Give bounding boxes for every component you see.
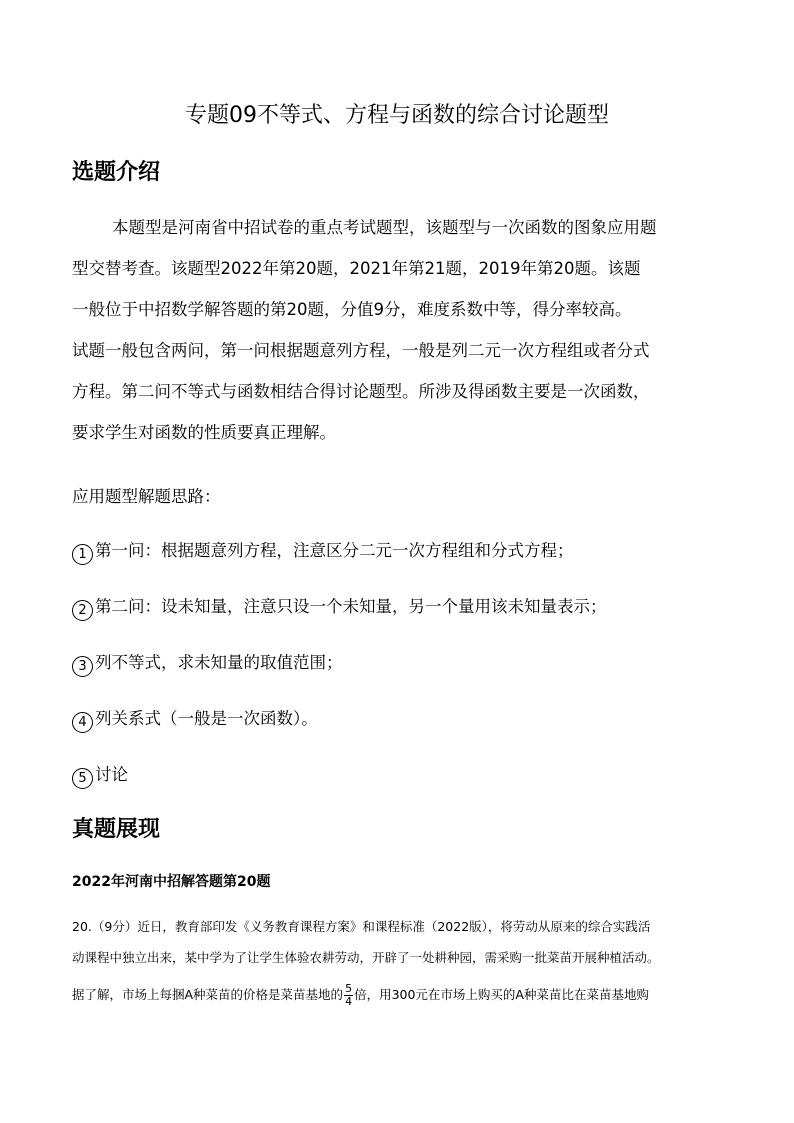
question-line: 动课程中独立出来，某中学为了让学生体验农耕劳动，开辟了一处耕种园，需采购一批菜苗开展种植活动。: [72, 950, 660, 965]
step-number-circle: 3: [72, 656, 93, 677]
paragraph-line: 方程。第二问不等式与函数相结合得讨论题型。所涉及得函数主要是一次函数，: [72, 382, 650, 401]
paragraph-line: 型交替考查。该题型2022年第20题，2021年第21题，2019年第20题。该题: [72, 259, 641, 278]
step-number-circle: 5: [72, 768, 93, 789]
step-item: [72, 593, 607, 621]
question-line: 20.（9分）近日，教育部印发《义务教育课程方案》和课程标准（2022版），将劳动从原来的综合实践活: [72, 919, 651, 934]
question-text: 据了解，市场上每捆A种菜苗的价格是菜苗基地的: [72, 987, 344, 1002]
question-source-heading: 2022年河南中招解答题第20题: [72, 874, 271, 890]
paragraph-line: 要求学生对函数的性质要真正理解。: [72, 423, 336, 442]
step-text: 第一问：根据题意列方程，注意区分二元一次方程组和分式方程；: [95, 541, 574, 560]
step-text: 第二问：设未知量，注意只设一个未知量，另一个量用该未知量表示；: [95, 597, 607, 616]
step-item: [72, 537, 574, 565]
step-item: [72, 705, 318, 733]
fraction: [344, 983, 353, 1008]
approach-label: 应用题型解题思路：: [72, 487, 221, 506]
question-line: [72, 983, 762, 1008]
step-item: [72, 761, 128, 789]
paragraph-line: 本题型是河南省中招试卷的重点考试题型，该题型与一次函数的图象应用题: [112, 218, 657, 237]
step-number-circle: 4: [72, 712, 93, 733]
fraction-denominator: 4: [345, 995, 353, 1008]
step-number-circle: 2: [72, 600, 93, 621]
step-text: 列不等式，求未知量的取值范围；: [95, 653, 343, 672]
paragraph-line: 一般位于中招数学解答题的第20题，分值9分，难度系数中等，得分率较高。: [72, 300, 632, 319]
section-heading-intro: 选题介绍: [72, 160, 161, 185]
step-item: [72, 649, 343, 677]
step-text: 讨论: [95, 765, 128, 784]
section-heading-real: 真题展现: [72, 817, 161, 842]
question-text: 倍，用300元在市场上购买的A种菜苗比在菜苗基地购: [354, 987, 649, 1002]
intro-paragraph: [72, 207, 736, 453]
step-number-circle: 1: [72, 544, 93, 565]
fraction-numerator: 5: [345, 982, 353, 995]
page-title: 专题09不等式、方程与函数的综合讨论题型: [185, 103, 609, 128]
step-text: 列关系式（一般是一次函数）。: [95, 709, 318, 728]
paragraph-line: 试题一般包含两问，第一问根据题意列方程，一般是列二元一次方程组或者分式: [72, 341, 650, 360]
